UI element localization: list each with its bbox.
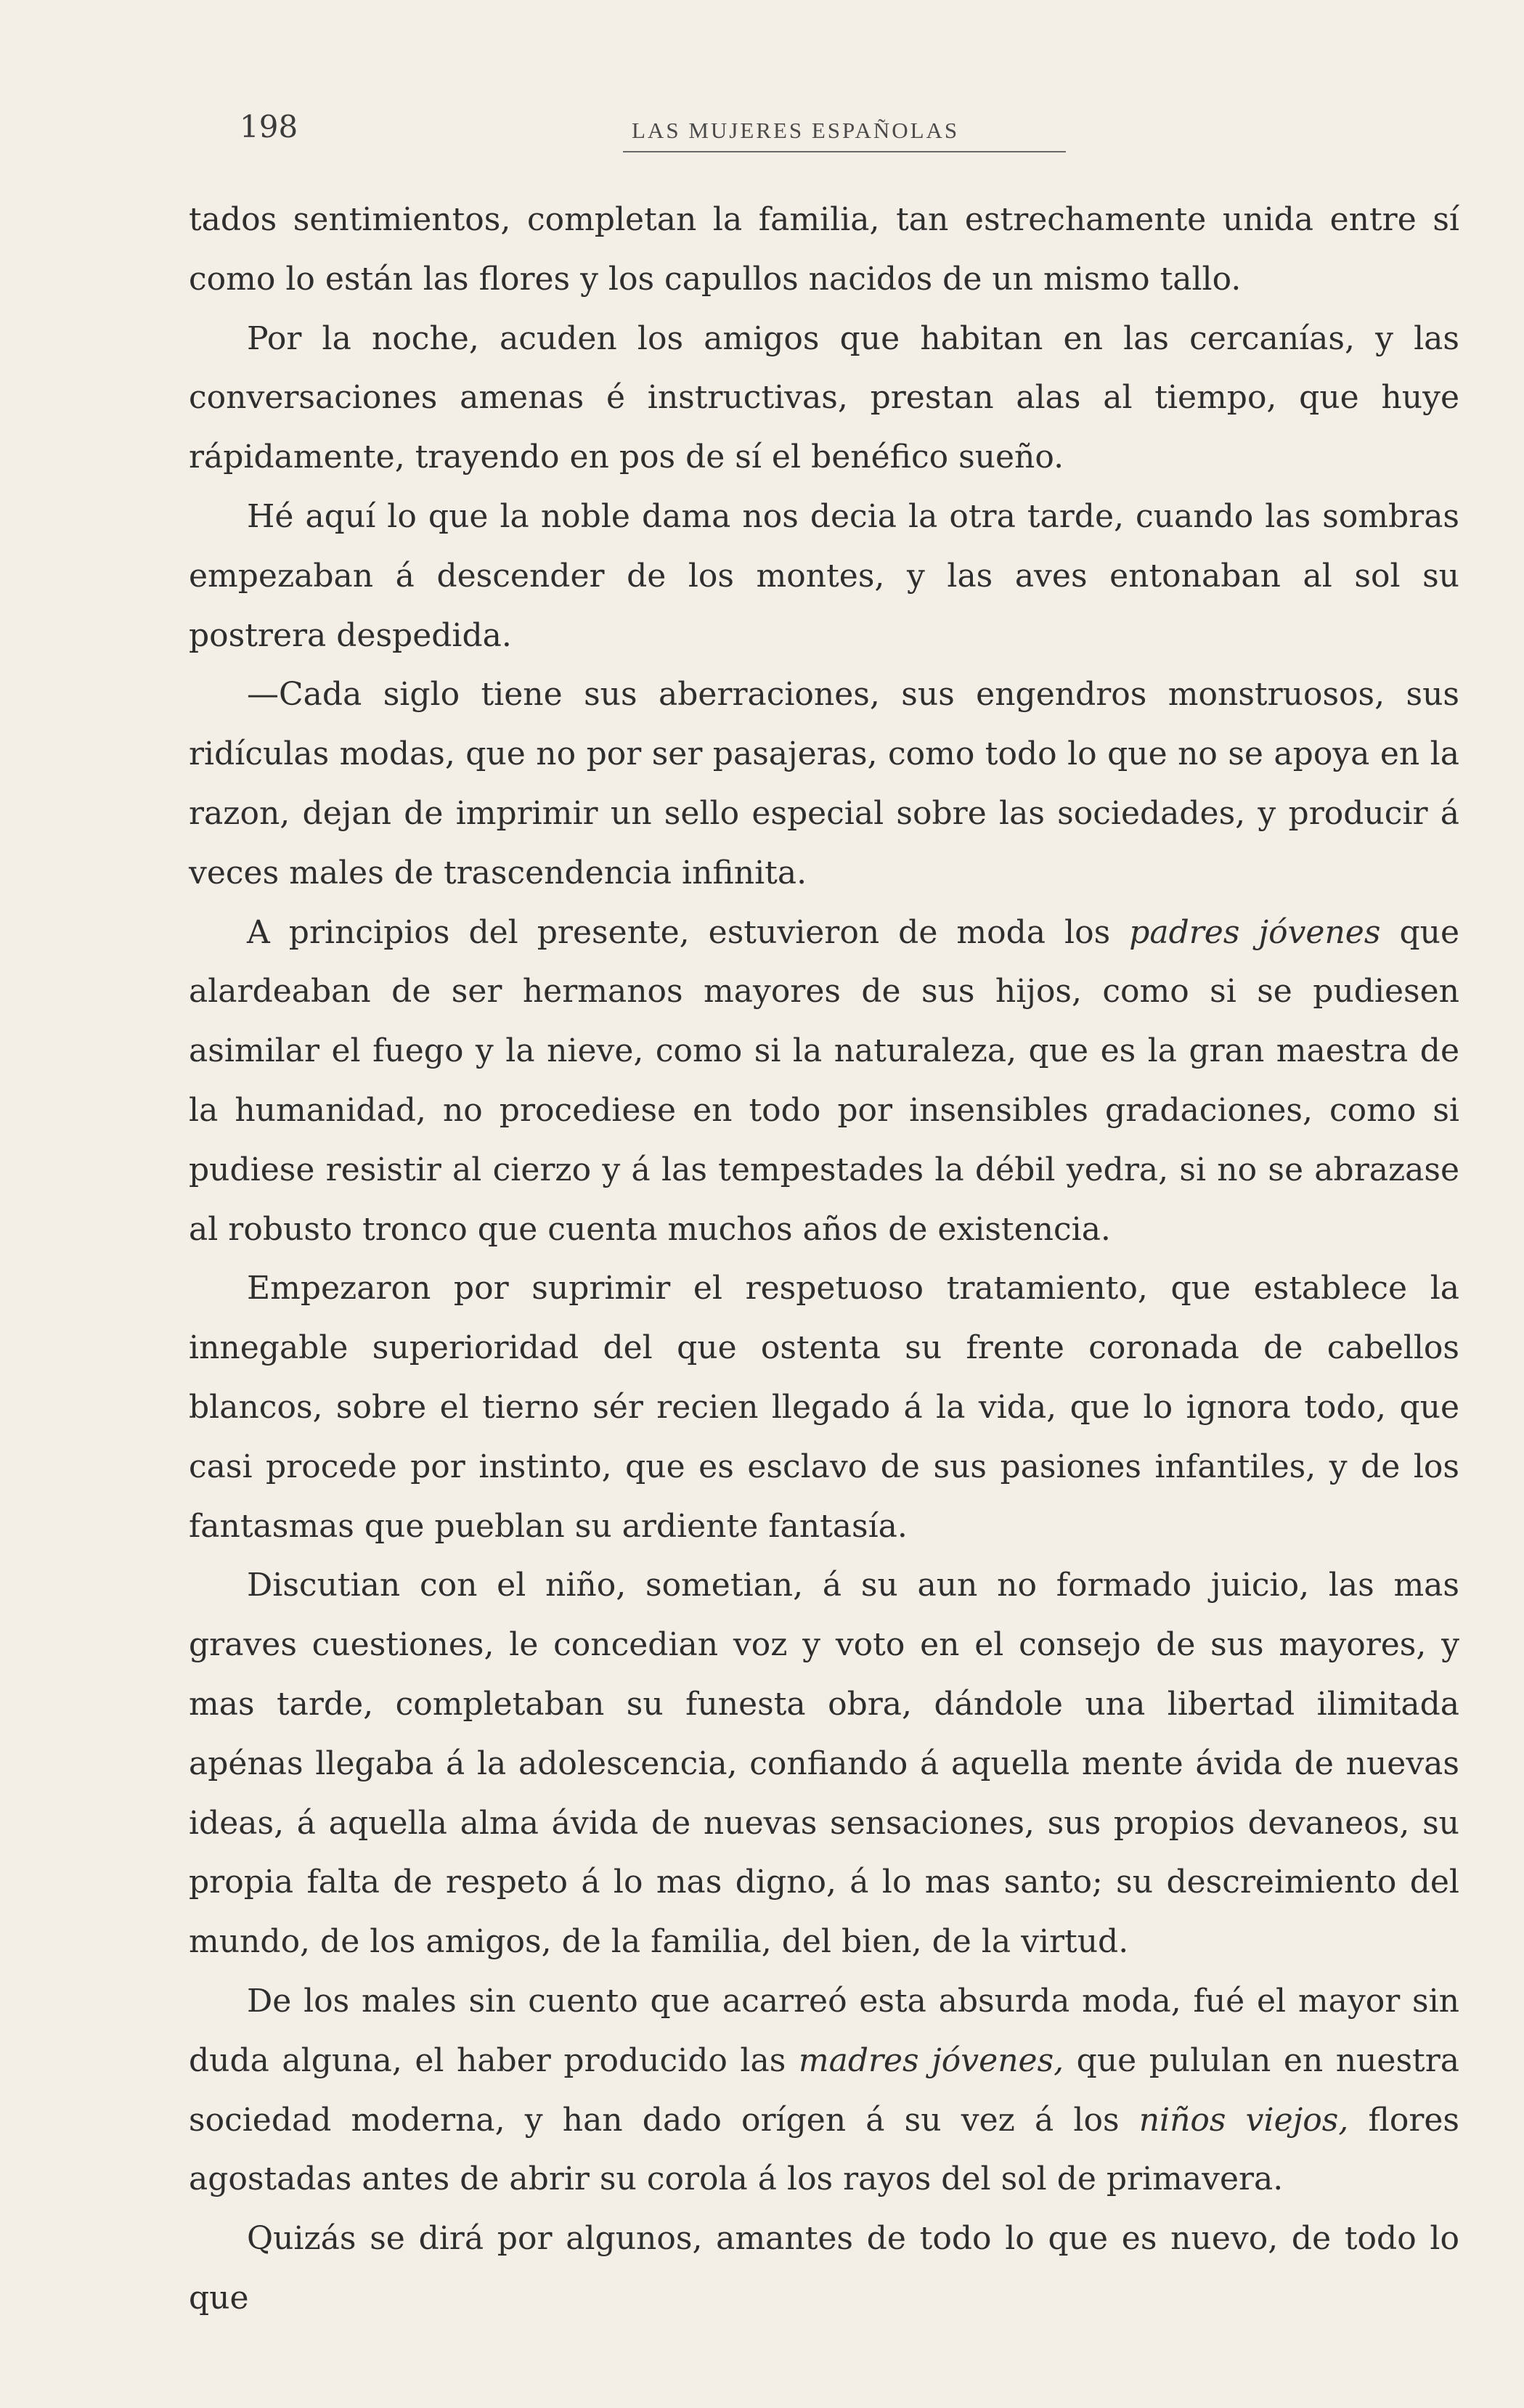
paragraph: Empezaron por suprimir el respetuoso tratamiento, que establece la innegable superioridad del que ostenta su frente coronada de cabellos blancos, sobre el tierno sér recien llegado á la vida, que lo ignora todo, que casi procede por instinto, que es esclavo de sus pasiones infantiles, y de los fantasmas que pueblan su ardiente fantasía.: [189, 1270, 1459, 1545]
paragraph: Discutian con el niño, sometian, á su aun no formado juicio, las mas graves cuestiones, le concedian voz y voto en el consejo de sus mayores, y mas tarde, completaban su funesta obra, dándole una libertad ilimitada apénas llegaba á la adolescencia, confiando á aquella mente ávida de nuevas ideas, á aquella alma ávida de nuevas sensaciones, sus propios devaneos, su propia falta de respeto á lo mas digno, á lo mas santo; su descreimiento del mundo, de los amigos, de la familia, del bien, de la virtud.: [189, 1567, 1459, 1961]
paragraph: Por la noche, acuden los amigos que habitan en las cercanías, y las conversaciones amenas é instructivas, prestan alas al tiempo, que huye rápidamente, trayendo en pos de sí el benéfico sueño.: [189, 319, 1459, 476]
paragraph-text: De los males sin cuento que acarreó esta absurda moda, fué el mayor sin duda alguna, el haber producido las: [189, 1982, 1459, 2079]
paragraph: —Cada siglo tiene sus aberraciones, sus engendros monstruosos, sus ridículas modas, que no por ser pasajeras, como todo lo que no se apoya en la razon, dejan de imprimir un sello especial sobre las sociedades, y producir á veces males de trascendencia infinita.: [189, 676, 1459, 891]
paragraph: Quizás se dirá por algunos, amantes de todo lo que es nuevo, de todo lo que: [189, 2220, 1459, 2317]
body-text: [189, 190, 1459, 2328]
italic-phrase: padres jóvenes: [1129, 913, 1381, 951]
paragraph-text: que pululan en nuestra sociedad moderna, y han dado orígen á su vez á los: [189, 2041, 1459, 2139]
italic-phrase: niños viejos,: [1138, 2101, 1349, 2139]
page-number: 198: [240, 109, 298, 144]
paragraph-text: que alardeaban de ser hermanos mayores de sus hijos, como si se pudiesen asimilar el fuego y la nieve, como si la naturaleza, que es la gran maestra de la humanidad, no procediese en todo por insensibles gradaciones, como si pudiese resistir al cierzo y á las tempestades la débil yedra, si no se abrazase al robusto tronco que cuenta muchos años de existencia.: [189, 913, 1460, 1248]
paragraph: tados sentimientos, completan la familia, tan estrechamente unida entre sí como lo están las flores y los capullos nacidos de un mismo tallo.: [189, 201, 1459, 298]
paragraph: [189, 1972, 1459, 2209]
header-rule: [623, 151, 1066, 152]
paragraph: [189, 903, 1459, 1260]
running-head: LAS MUJERES ESPAÑOLAS: [632, 118, 960, 143]
paragraph-text: flores agostadas antes de abrir su corola á los rayos del sol de primavera.: [189, 2101, 1459, 2198]
italic-phrase: madres jóvenes,: [798, 2041, 1064, 2079]
paragraph-text: A principios del presente, estuvieron de moda los: [247, 913, 1130, 951]
paragraph: Hé aquí lo que la noble dama nos decia la otra tarde, cuando las sombras empezaban á descender de los montes, y las aves entonaban al sol su postrera despedida.: [189, 497, 1459, 654]
